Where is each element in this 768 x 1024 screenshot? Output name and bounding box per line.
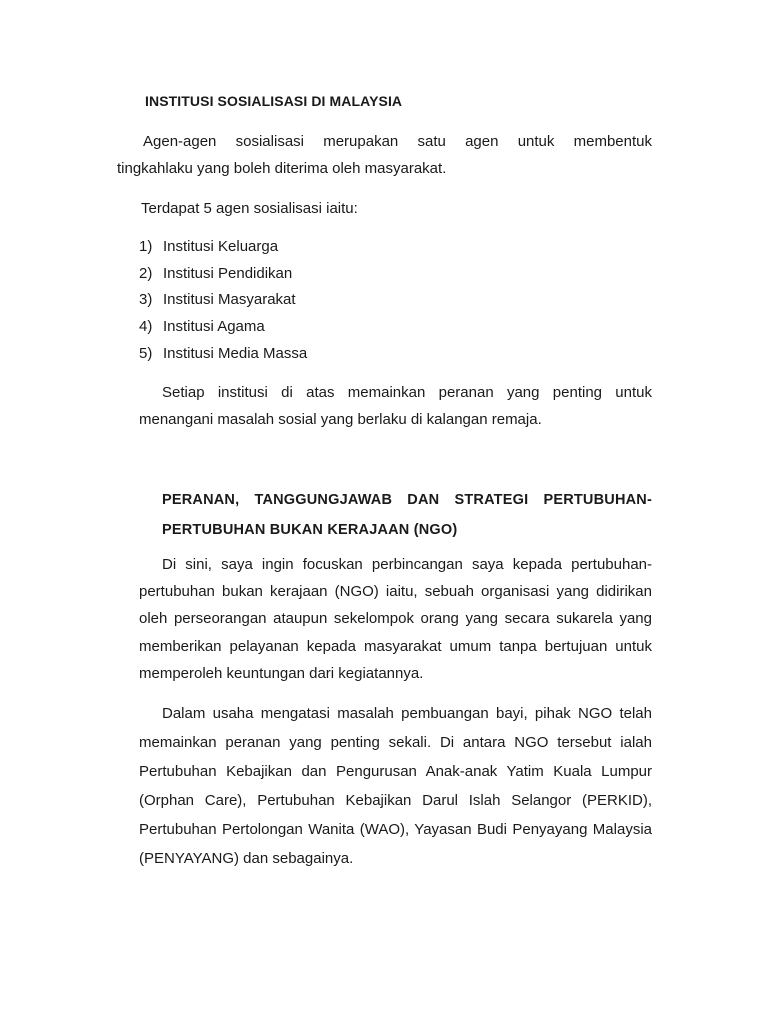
- list-item: [139, 234, 307, 261]
- intro-paragraph: [117, 128, 652, 182]
- ngo-examples-paragraph: [139, 699, 652, 873]
- list-item-number: 2): [139, 264, 153, 282]
- list-item-number: 4): [139, 318, 153, 336]
- list-item: [139, 287, 307, 314]
- list-item-text: Institusi Pendidikan: [163, 264, 293, 282]
- list-item-number: 1): [139, 238, 153, 255]
- agents-list: [139, 234, 307, 367]
- setiap-line-1: Setiap institusi di atas memainkan peranan yang penting untuk: [162, 384, 652, 401]
- section-title-ngo-line-2: PERTUBUHAN BUKAN KERAJAAN (NGO): [162, 522, 458, 538]
- list-item: [139, 261, 307, 288]
- section-title-institusi: INSTITUSI SOSIALISASI DI MALAYSIA: [145, 93, 403, 109]
- dalam-line-1: Dalam usaha mengatasi masalah pembuangan bayi, pihak NGO telah: [162, 705, 652, 722]
- section-title-ngo-line-1: PERANAN, TANGGUNGJAWAB DAN STRATEGI PERTUBUHAN-: [162, 492, 652, 508]
- setiap-paragraph: [139, 379, 652, 433]
- list-item-text: Institusi Keluarga: [163, 238, 279, 255]
- list-item-text: Institusi Masyarakat: [163, 291, 296, 309]
- disini-line-rest: pertubuhan bukan kerajaan (NGO) iaitu, sebuah organisasi yang didirikan oleh perseorangan ataupun sekelompok orang yang secara sukarela yang memberikan pelayanan kepada masyarakat umum tanpa bertujuan untuk memperoleh keuntungan dari kegiatannya.: [139, 583, 652, 682]
- list-item-number: 3): [139, 291, 153, 309]
- list-item-number: 5): [139, 344, 153, 362]
- agents-intro-text: Terdapat 5 agen sosialisasi iaitu:: [141, 200, 358, 217]
- list-item: [139, 341, 307, 368]
- list-item: [139, 314, 307, 341]
- setiap-line-rest: menangani masalah sosial yang berlaku di kalangan remaja.: [139, 411, 542, 428]
- section-title-ngo: [162, 485, 652, 545]
- ngo-definition-paragraph: [139, 551, 652, 687]
- list-item-text: Institusi Agama: [163, 318, 265, 336]
- disini-line-1: Di sini, saya ingin focuskan perbincangan saya kepada pertubuhan-: [162, 556, 652, 573]
- list-item-text: Institusi Media Massa: [163, 344, 308, 362]
- dalam-line-rest: memainkan peranan yang penting sekali. Di antara NGO tersebut ialah Pertubuhan Kebajikan dan Pengurusan Anak-anak Yatim Kuala Lumpur (Orphan Care), Pertubuhan Kebajikan Darul Islah Selangor (PERKID), Pertubuhan Pertolongan Wanita (WAO), Yayasan Budi Penyayang Malaysia (PENYAYANG) dan sebagainya.: [139, 734, 652, 867]
- intro-line-1: Agen-agen sosialisasi merupakan satu agen untuk membentuk: [143, 133, 652, 150]
- intro-line-rest: tingkahlaku yang boleh diterima oleh masyarakat.: [117, 160, 447, 177]
